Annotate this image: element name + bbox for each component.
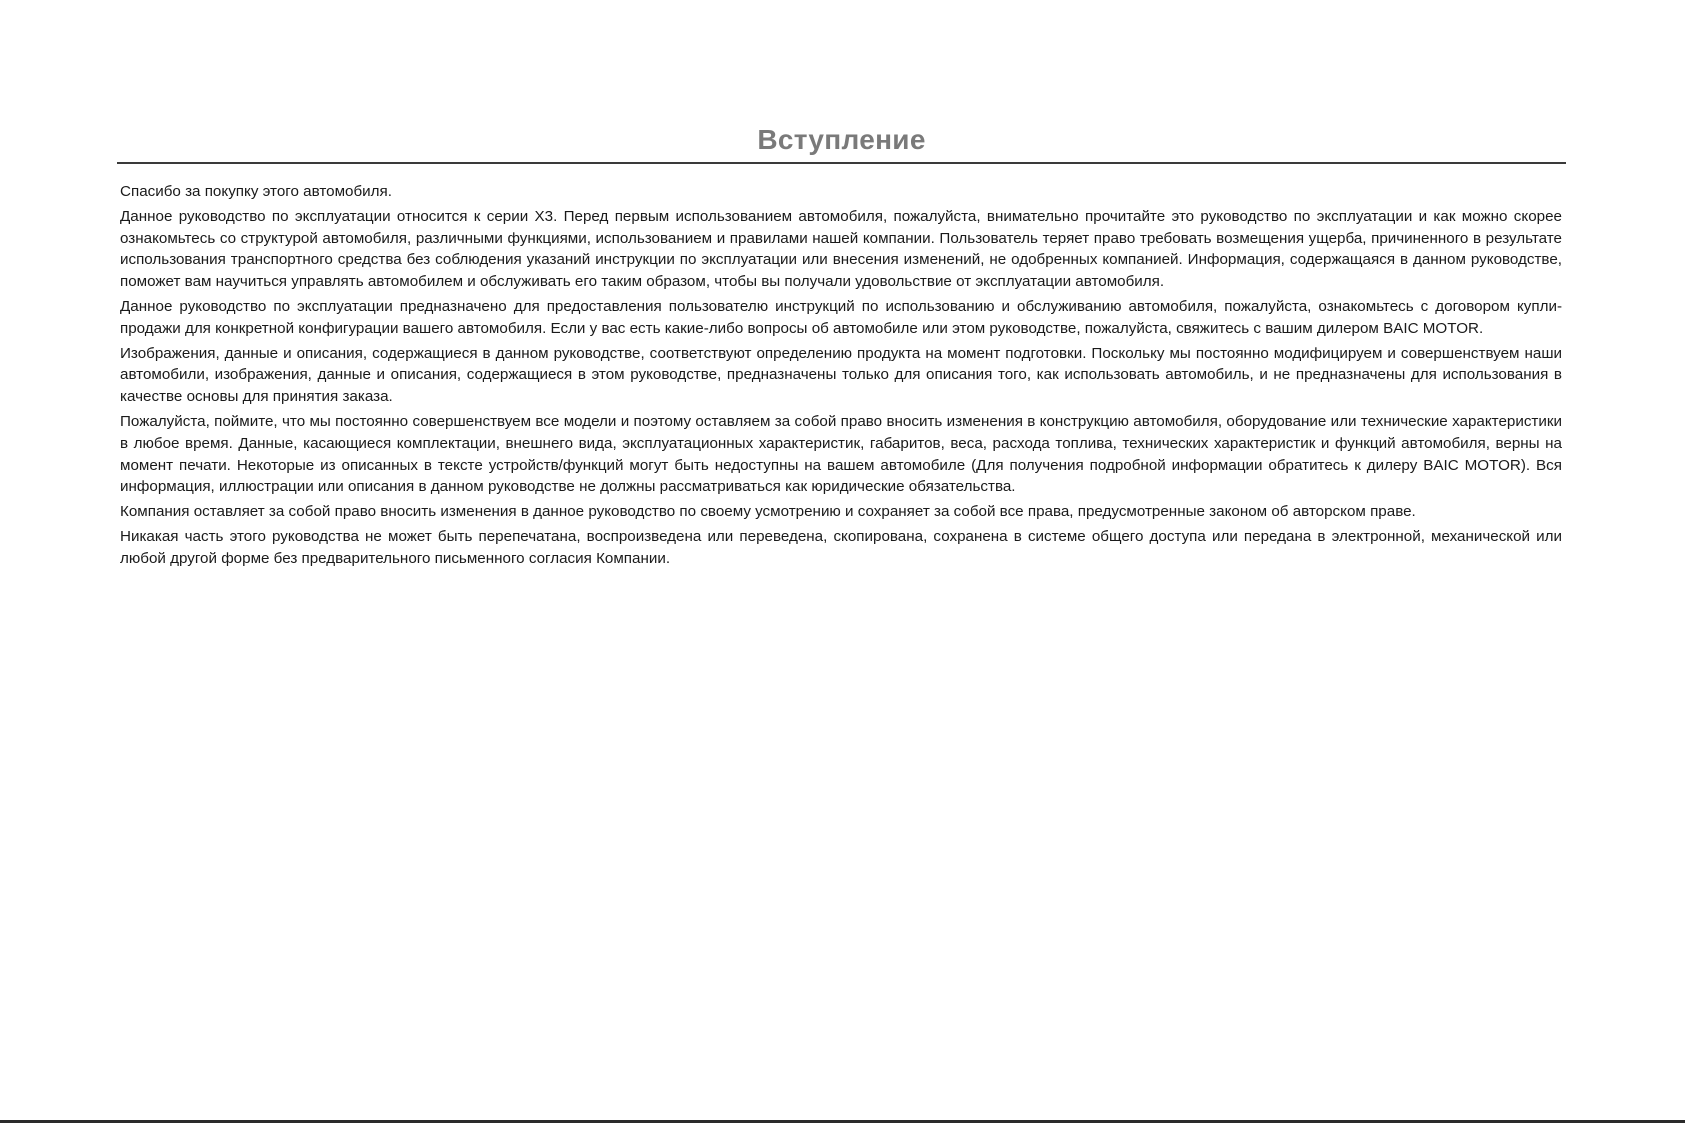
document-body [120,181,1562,573]
paragraph-manual-scope: Данное руководство по эксплуатации относится к серии X3. Перед первым использованием автомобиля, пожалуйста, внимательно прочитайте это руководство по эксплуатации и как можно скорее ознакомьтесь со структурой автомобиля, различными функциями, использованием и правилами нашей компании. Пользователь теряет право требовать возмещения ущерба, причиненного в результате использования транспортного средства без соблюдения указаний инструкции по эксплуатации или внесения изменений, не одобренных компанией. Информация, содержащаяся в данном руководстве, поможет вам научиться управлять автомобилем и обслуживать его таким образом, чтобы вы получали удовольствие от эксплуатации автомобиля. [120,207,1562,291]
paragraph-changes-rights: Пожалуйста, поймите, что мы постоянно совершенствуем все модели и поэтому оставляем за собой право вносить изменения в конструкцию автомобиля, оборудование или технические характеристики в любое время. Данные, касающиеся комплектации, внешнего вида, эксплуатационных характеристик, габаритов, веса, расхода топлива, технических характеристик и функций автомобиля, верны на момент печати. Некоторые из описанных в тексте устройств/функций могут быть недоступны на вашем автомобиле (Для получения подробной информации обратитесь к дилеру BAIC MOTOR). Вся информация, иллюстрации или описания в данном руководстве не должны рассматриваться как юридические обязательства. [120,412,1562,496]
page-header [117,118,1566,164]
paragraph-company-rights: Компания оставляет за собой право вносить изменения в данное руководство по своему усмотрению и сохраняет за собой все права, предусмотренные законом об авторском праве. [120,503,1416,521]
paragraph-copyright: Никакая часть этого руководства не может быть перепечатана, воспроизведена или переведена, скопирована, сохранена в системе общего доступа или передана в электронной, механической или любой другой форме без предварительного письменного согласия Компании. [120,527,1562,567]
paragraph-images-data: Изображения, данные и описания, содержащиеся в данном руководстве, соответствуют определению продукта на момент подготовки. Поскольку мы постоянно модифицируем и совершенствуем наши автомобили, изображения, данные и описания, содержащиеся в этом руководстве, предназначены только для описания того, как использовать автомобиль, и не предназначены для использования в качестве основы для принятия заказа. [120,344,1562,406]
paragraph-manual-purpose: Данное руководство по эксплуатации предназначено для предоставления пользователю инструкций по использованию и обслуживанию автомобиля, пожалуйста, ознакомьтесь с договором купли-продажи для конкретной конфигурации вашего автомобиля. Если у вас есть какие-либо вопросы об автомобиле или этом руководстве, пожалуйста, свяжитесь с вашим дилером BAIC MOTOR. [120,297,1562,337]
paragraph-thanks: Спасибо за покупку этого автомобиля. [120,183,392,200]
page-title: Вступление [757,124,926,155]
